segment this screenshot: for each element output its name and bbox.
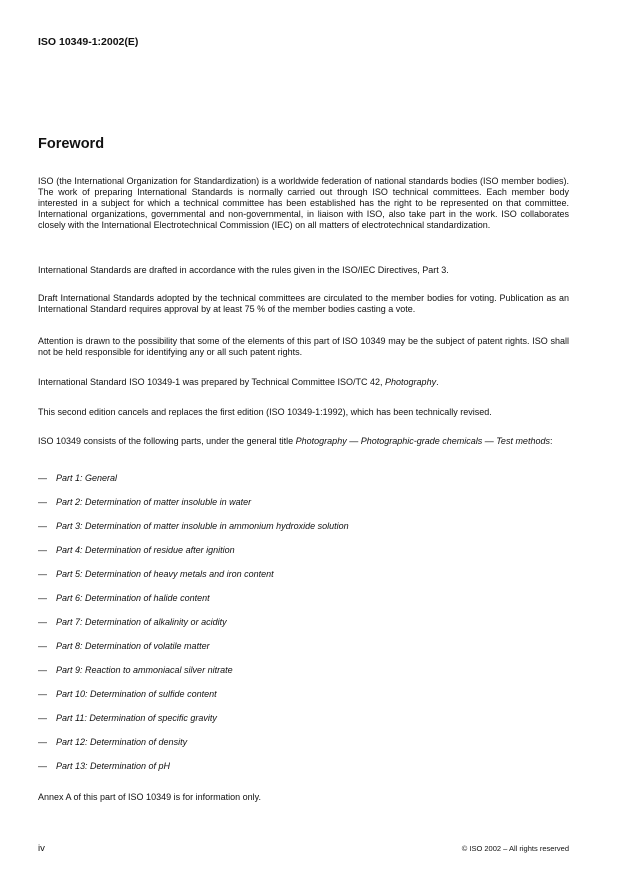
list-item — [38, 689, 217, 700]
list-dash: — — [38, 665, 47, 675]
document-id: ISO 10349-1:2002(E) — [38, 36, 139, 48]
parts-intro-end: : — [549, 436, 553, 446]
paragraph-prepared-by — [38, 377, 569, 388]
list-item — [38, 521, 349, 532]
paragraph-annex: Annex A of this part of ISO 10349 is for information only. — [38, 792, 261, 802]
list-item — [38, 497, 251, 508]
list-dash: — — [38, 473, 47, 483]
list-dash: — — [38, 713, 47, 723]
list-item-text: Part 6: Determination of halide content — [56, 593, 210, 603]
list-item-text: Part 2: Determination of matter insoluble in water — [56, 497, 252, 507]
copyright-notice: © ISO 2002 – All rights reserved — [461, 844, 569, 853]
list-item-text: Part 12: Determination of density — [56, 737, 188, 747]
list-dash: — — [38, 641, 47, 651]
list-dash: — — [38, 521, 47, 531]
list-item-text: Part 7: Determination of alkalinity or acidity — [56, 617, 227, 627]
list-item — [38, 473, 117, 484]
list-item-text: Part 10: Determination of sulfide content — [56, 689, 217, 699]
list-item — [38, 737, 187, 748]
list-item-text: Part 4: Determination of residue after ignition — [56, 545, 235, 555]
list-dash: — — [38, 593, 47, 603]
paragraph-voting: Draft International Standards adopted by the technical committees are circulated to the member bodies for voting. Publication as an International Standard requires approval by at least 75 % of the member bodies casting a vote. — [38, 293, 569, 314]
paragraph-parts-intro — [38, 436, 569, 447]
list-item — [38, 641, 210, 652]
list-item — [38, 545, 235, 556]
parts-intro-text: ISO 10349 consists of the following parts, under the general title — [38, 436, 296, 446]
list-dash: — — [38, 761, 47, 771]
list-item-text: Part 3: Determination of matter insoluble in ammonium hydroxide solution — [56, 521, 349, 531]
list-item — [38, 713, 217, 724]
list-item — [38, 761, 170, 772]
list-item — [38, 665, 233, 676]
paragraph-edition: This second edition cancels and replaces the first edition (ISO 10349-1:1992), which has been technically revised. — [38, 407, 492, 417]
page-number: iv — [38, 843, 45, 854]
page-title: Foreword — [38, 136, 105, 152]
list-item — [38, 569, 274, 580]
list-item-text: Part 8: Determination of volatile matter — [56, 641, 210, 651]
list-dash: — — [38, 737, 47, 747]
list-dash: — — [38, 569, 47, 579]
list-item-text: Part 11: Determination of specific gravity — [56, 713, 217, 723]
prepared-by-text: International Standard ISO 10349-1 was prepared by Technical Committee ISO/TC 42, — [38, 377, 386, 387]
paragraph-iso-description: ISO (the International Organization for Standardization) is a worldwide federation of national standards bodies (ISO member bodies). The work of preparing International Standards is normally carried out through ISO technical committees. Each member body interested in a subject for which a technical committee has been established has the right to be represented on that committee. International organizations, governmental and non-governmental, in liaison with ISO, also take part in the work. ISO collaborates closely with the International Electrotechnical Commission (IEC) on all matters of electrotechnical standardization. — [38, 176, 569, 230]
paragraph-patent-rights: Attention is drawn to the possibility that some of the elements of this part of ISO 10349 may be the subject of patent rights. ISO shall not be held responsible for identifying any or all such patent rights. — [38, 336, 569, 357]
list-dash: — — [38, 545, 47, 555]
list-item-text: Part 5: Determination of heavy metals and iron content — [56, 569, 274, 579]
list-item-text: Part 1: General — [56, 473, 118, 483]
list-dash: — — [38, 689, 47, 699]
committee-title: Photography — [385, 377, 437, 387]
list-dash: — — [38, 617, 47, 627]
list-item-text: Part 13: Determination of pH — [56, 761, 171, 771]
list-item — [38, 593, 210, 604]
prepared-by-end: . — [436, 377, 439, 387]
list-dash: — — [38, 497, 47, 507]
paragraph-directives: International Standards are drafted in accordance with the rules given in the ISO/IEC Directives, Part 3. — [38, 265, 449, 275]
general-title: Photography — Photographic-grade chemicals — Test methods — [295, 436, 550, 446]
list-item-text: Part 9: Reaction to ammoniacal silver nitrate — [56, 665, 233, 675]
list-item — [38, 617, 227, 628]
